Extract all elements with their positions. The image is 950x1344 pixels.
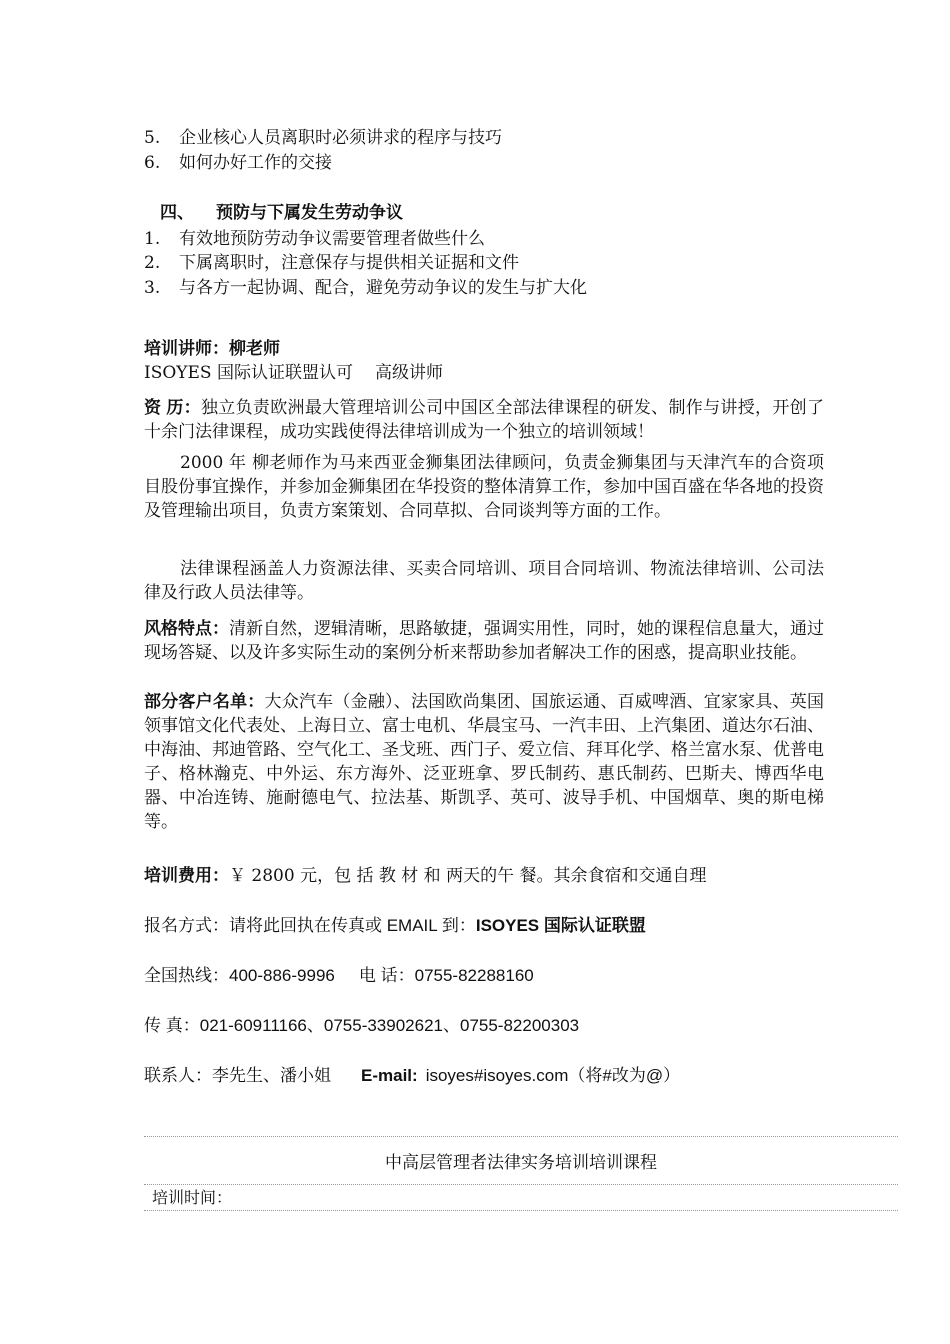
section-heading [160,201,403,225]
list-item [144,227,485,251]
list-item-text: 企业核心人员离职时必须讲求的程序与技巧 [179,128,502,148]
list-item-text: 如何办好工作的交接 [179,153,332,173]
fax-row [144,1014,579,1038]
lecturer-certification [144,361,443,385]
training-fee [144,864,707,888]
form-row-divider [144,1210,898,1211]
fax-label: 传 真： [144,1016,200,1035]
form-title: 中高层管理者法律实务培训培训课程 [385,1153,657,1172]
lecturer-style [144,617,824,665]
list-item-number: 6. [144,153,161,173]
list-item-number: 3. [144,278,161,298]
contact-names: 李先生、潘小姐 [212,1066,331,1085]
style-text: 清新自然，逻辑清晰，思路敏捷，强调实用性，同时，她的课程信息量大，通过现场答疑、以及许多实际生动的案例分析来帮助参加者解决工作的困惑，提高职业技能。 [144,619,824,663]
list-item [144,151,332,175]
registration-method [144,914,646,938]
clients-text: 大众汽车（金融）、法国欧尚集团、国旅运通、百威啤酒、宜家家具、英国领事馆文化代表处、上海日立、富士电机、华晨宝马、一汽丰田、上汽集团、道达尔石油、中海油、邦迪管路、空气化工、圣戈班、西门子、爱立信、拜耳化学、格兰富水泵、优普电子、格林瀚克、中外运、东方海外、泛亚班拿、罗氏制药、惠氏制药、巴斯夫、博西华电器、中冶连铸、施耐德电气、拉法基、斯凯孚、英可、波导手机、中国烟草、奥的斯电梯等。 [144,692,825,832]
bio-label: 资 历： [144,398,201,417]
lecturer-experience-paragraph: 2000 年 柳老师作为马来西亚金狮集团法律顾问，负责金狮集团与天津汽车的合资项目股份事宜操作，并参加金狮集团在华投资的整体清算工作，参加中国百盛在华各地的投资及管理输出项目，负责方案策划、合同草拟、合同谈判等方面的工作。 [144,453,824,521]
hotline-label: 全国热线： [144,966,229,985]
bio-text: 独立负责欧洲最大管理培训公司中国区全部法律课程的研发、制作与讲授，开创了十余门法律课程，成功实践使得法律培训成为一个独立的培训领域！ [144,398,824,442]
list-item-number: 5. [144,128,161,148]
section-number: 四、 [160,203,194,222]
lecturer-heading: 培训讲师：柳老师 [144,339,280,358]
email-label: E-mail: [361,1066,418,1085]
certification-text: ISOYES 国际认证联盟认可 [144,363,353,383]
registration-text: 请将此回执在传真或 EMAIL 到： [229,916,476,935]
list-item-text: 与各方一起协调、配合，避免劳动争议的发生与扩大化 [179,278,587,298]
registration-label: 报名方式： [144,916,229,935]
list-item-number: 1. [144,229,161,249]
contact-label: 联系人： [144,1066,212,1085]
lecturer-courses-paragraph: 法律课程涵盖人力资源法律、买卖合同培训、项目合同培训、物流法律培训、公司法律及行政人员法律等。 [144,559,824,603]
training-time-label: 培训时间： [152,1188,233,1207]
fee-label: 培训费用： [144,866,229,885]
client-list [144,690,824,834]
email-note: （将#改为@） [568,1066,681,1085]
phone-number: 0755-82288160 [414,966,534,985]
list-item [144,251,519,275]
list-item [144,276,587,300]
style-label: 风格特点： [144,619,229,638]
contact-row [144,1064,680,1088]
hotline-row [144,964,534,988]
list-item-text: 下属离职时，注意保存与提供相关证据和文件 [179,253,519,273]
list-item-number: 2. [144,253,161,273]
clients-label: 部分客户名单： [144,692,265,711]
fee-text: ￥ 2800 元，包 括 教 材 和 两天的午 餐。其余食宿和交通自理 [229,866,707,886]
email-address[interactable]: isoyes#isoyes.com [425,1066,569,1085]
phone-label: 电 话： [358,966,415,985]
rank-text: 高级讲师 [374,363,443,383]
lecturer-bio [144,396,824,444]
registration-org: ISOYES 国际认证联盟 [475,916,646,935]
list-item [144,126,502,150]
fax-numbers: 021-60911166、0755-33902621、0755-82200303 [199,1016,580,1035]
hotline-number: 400-886-9996 [229,966,335,985]
form-top-divider [144,1136,898,1137]
section-title: 预防与下属发生劳动争议 [216,203,403,222]
list-item-text: 有效地预防劳动争议需要管理者做些什么 [179,229,485,249]
form-title-divider [144,1184,898,1185]
